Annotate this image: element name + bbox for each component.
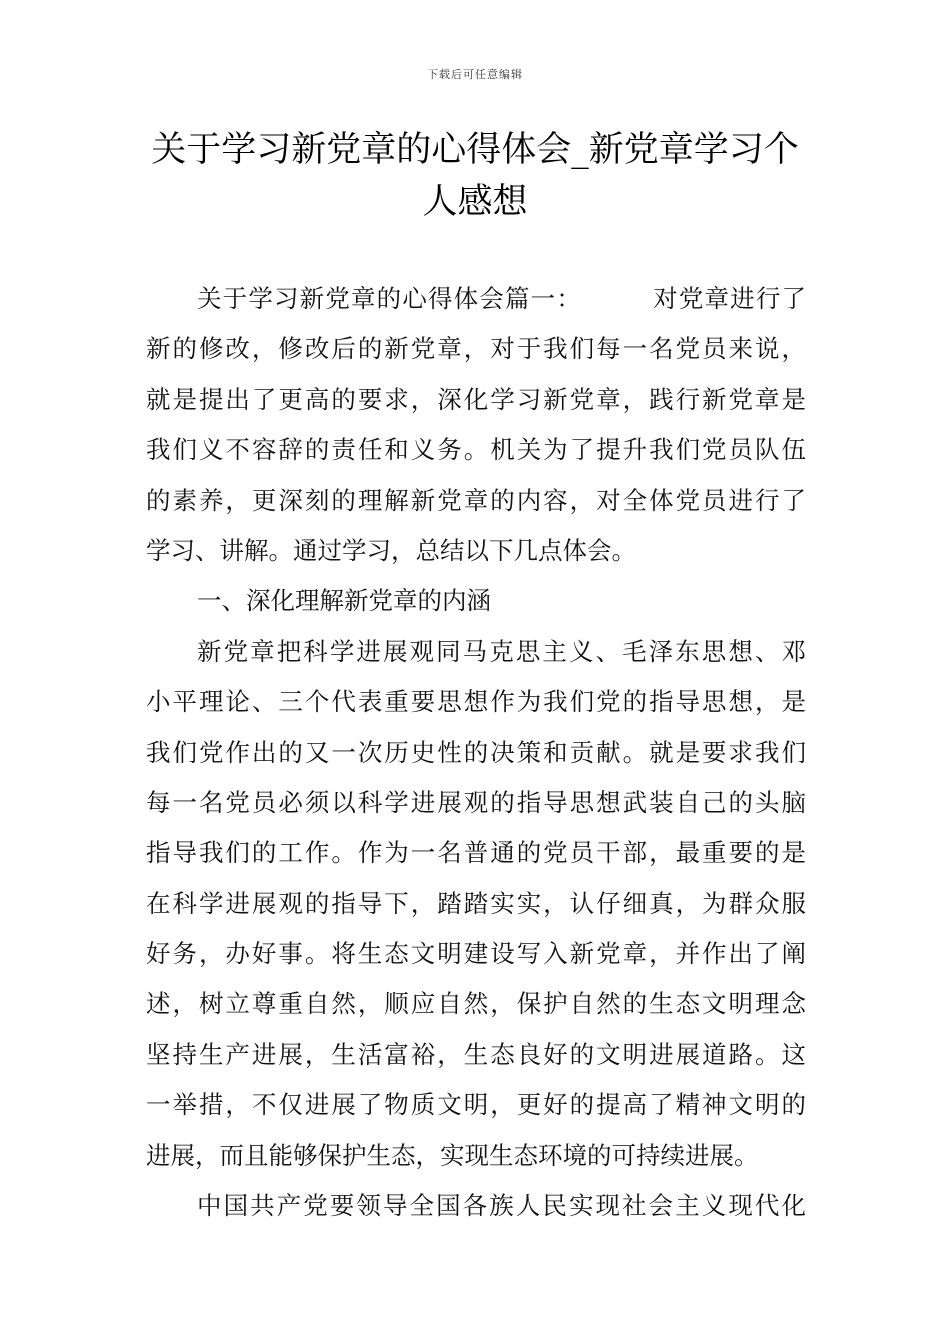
header-note: 下载后可任意编辑 <box>427 68 523 81</box>
text-run: 对党章进行了 <box>652 284 806 313</box>
text-line: 就是提出了更高的要求，深化学习新党章，践行新党章是 <box>146 384 806 414</box>
text-line: 小平理论、三个代表重要思想作为我们党的指导思想，是 <box>146 687 806 717</box>
document-body <box>146 274 806 1231</box>
text-line: 每一名党员必须以科学进展观的指导思想武装自己的头脑 <box>146 787 806 817</box>
section-heading: 关于学习新党章的心得体会篇一： <box>197 284 582 313</box>
text-line: 我们党作出的又一次历史性的决策和贡献。就是要求我们 <box>146 737 806 767</box>
text-line: 新党章把科学进展观同马克思主义、毛泽东思想、邓 <box>197 636 806 666</box>
text-line: 学习、讲解。通过学习，总结以下几点体会。 <box>146 535 636 565</box>
text-line: 坚持生产进展，生活富裕，生态良好的文明进展道路。这 <box>146 1039 806 1069</box>
document-title: 关于学习新党章的心得体会_新党章学习个人感想 <box>151 130 799 222</box>
text-line: 我们义不容辞的责任和义务。机关为了提升我们党员队伍 <box>146 435 806 465</box>
text-line: 中国共产党要领导全国各族人民实现社会主义现代化 <box>197 1191 806 1221</box>
text-line: 进展，而且能够保护生态，实现生态环境的可持续进展。 <box>146 1140 759 1170</box>
text-line: 述，树立尊重自然，顺应自然，保护自然的生态文明理念 <box>146 989 806 1019</box>
text-line: 的素养，更深刻的理解新党章的内容，对全体党员进行了 <box>146 485 806 515</box>
text-line: 新的修改，修改后的新党章，对于我们每一名党员来说， <box>146 334 806 364</box>
text-line: 好务，办好事。将生态文明建设写入新党章，并作出了阐 <box>146 939 806 969</box>
text-line: 一举措，不仅进展了物质文明，更好的提高了精神文明的 <box>146 1090 806 1120</box>
text-line: 在科学进展观的指导下，踏踏实实，认仔细真，为群众服 <box>146 888 806 918</box>
text-line: 指导我们的工作。作为一名普通的党员干部，最重要的是 <box>146 838 806 868</box>
section-heading: 一、深化理解新党章的内涵 <box>197 586 491 616</box>
text-line <box>146 274 806 324</box>
